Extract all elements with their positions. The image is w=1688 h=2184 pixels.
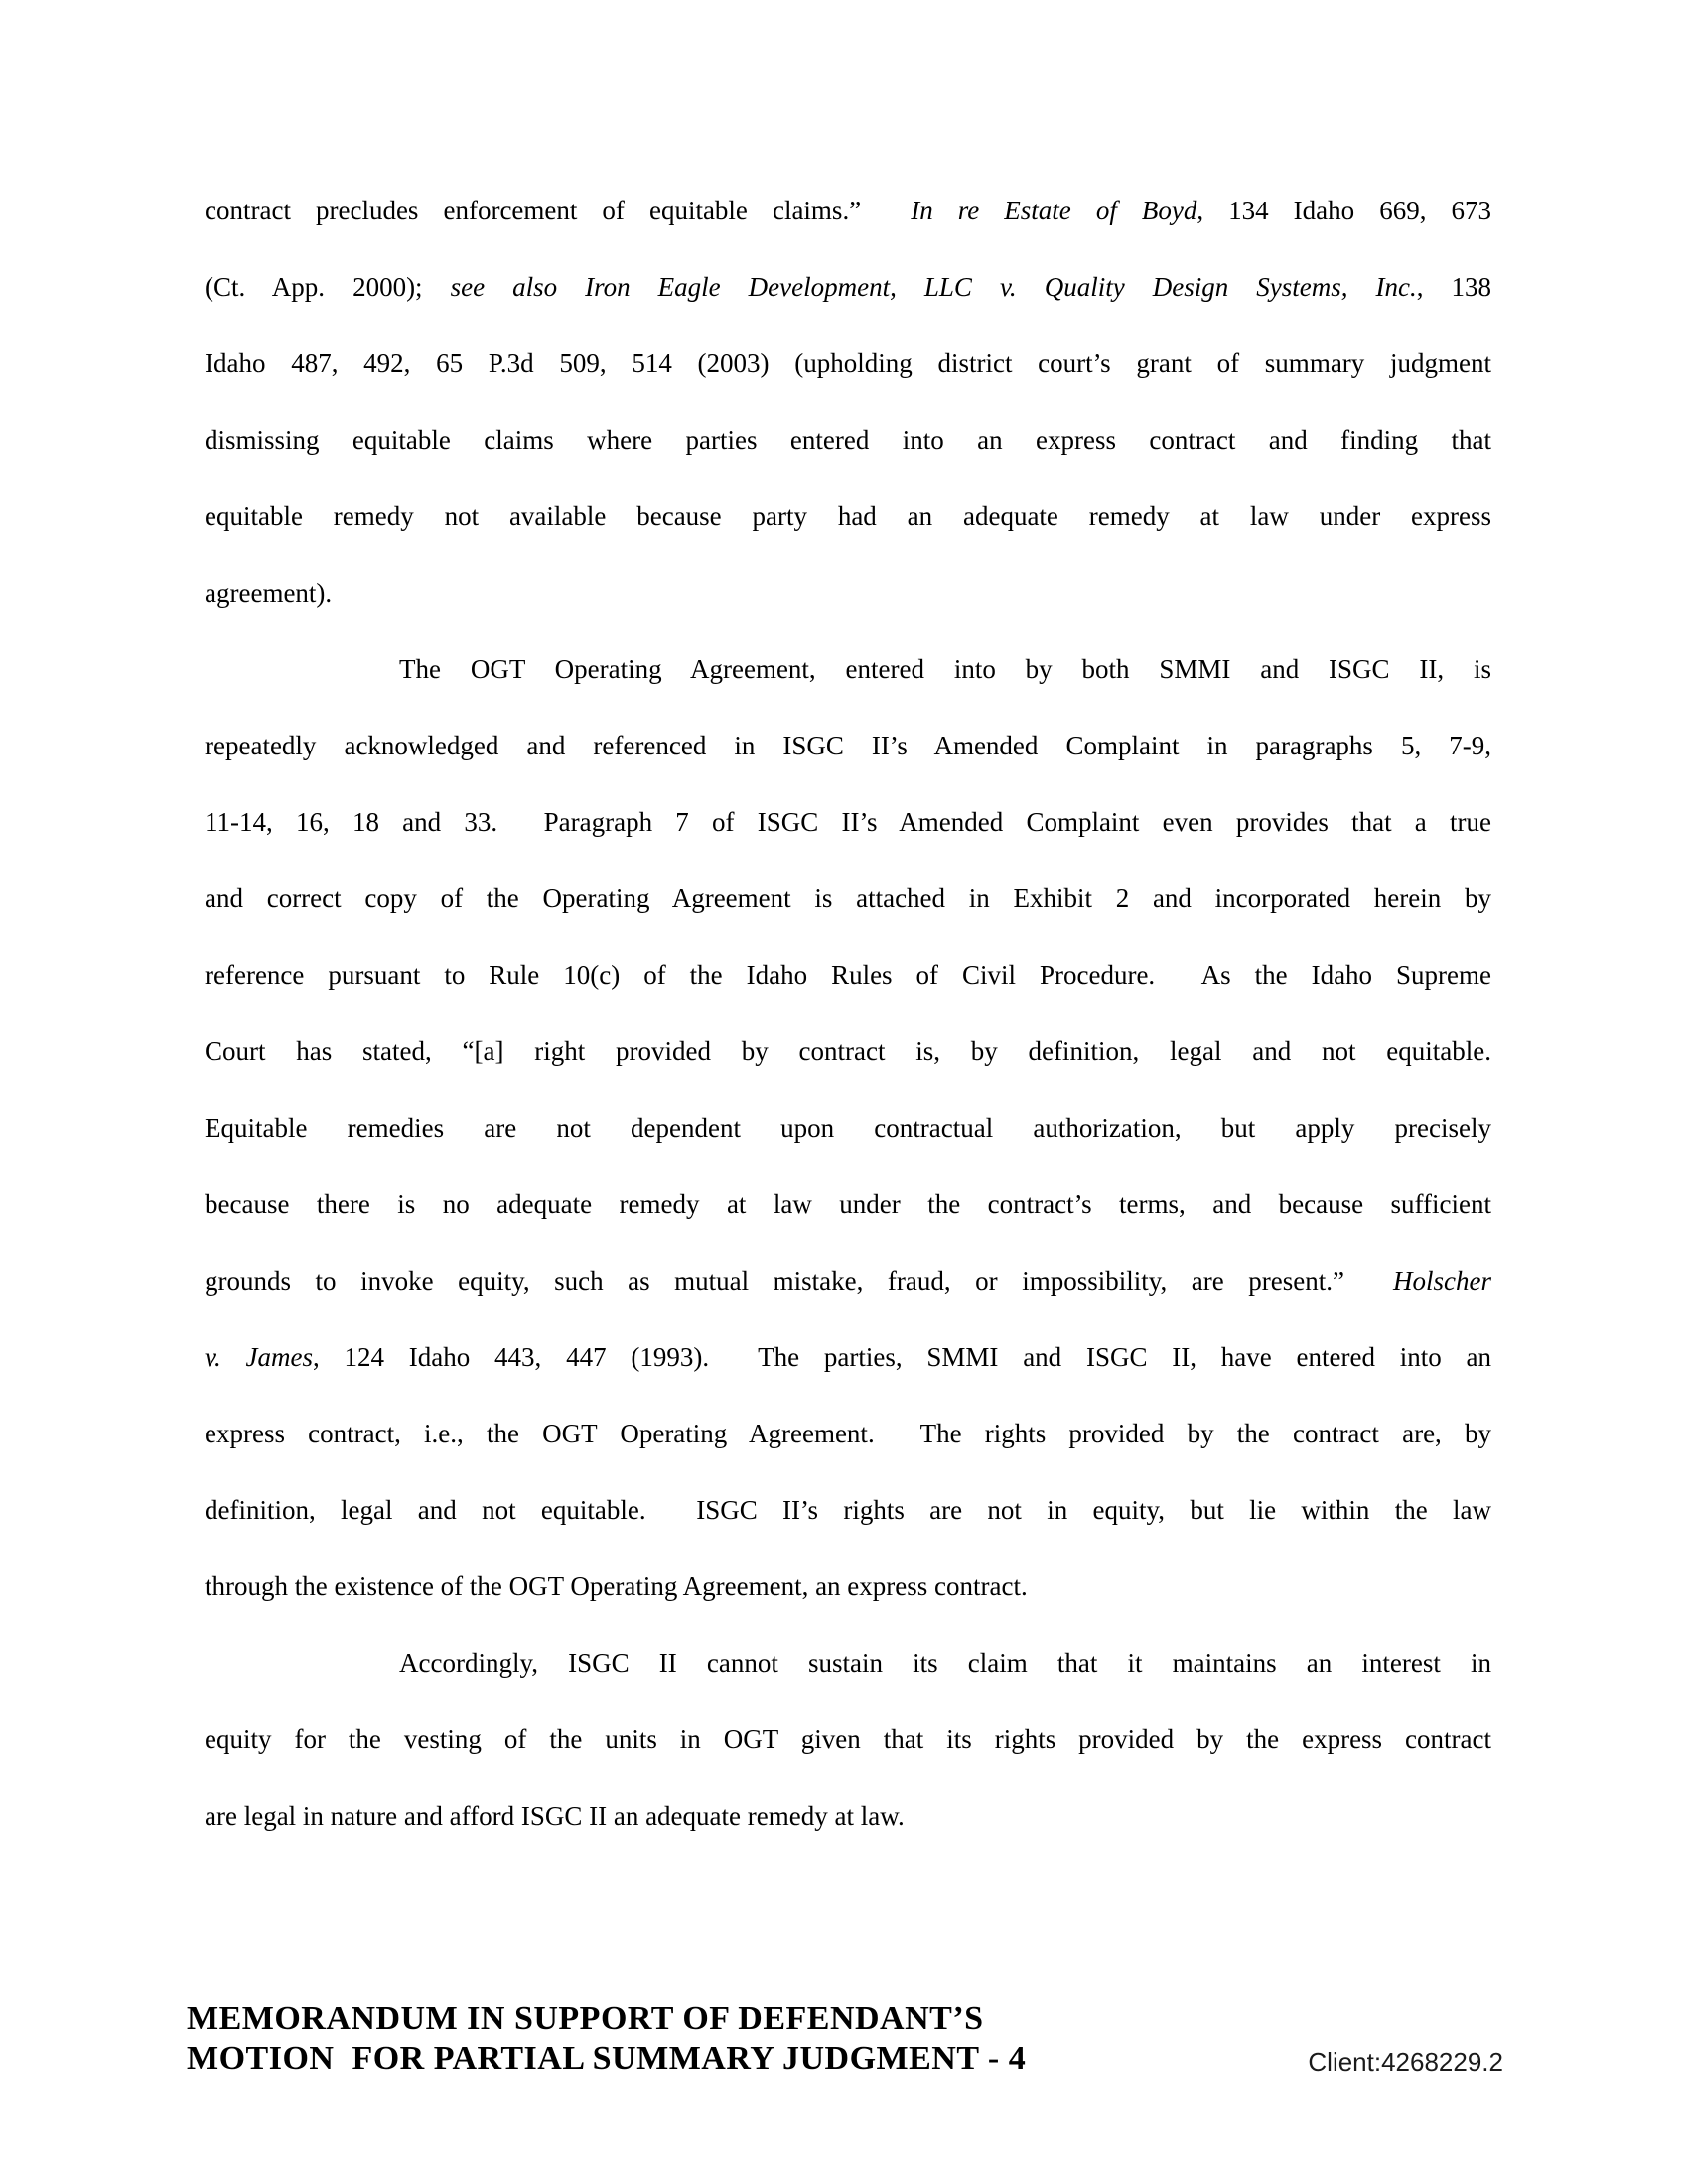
body-text: reference pursuant to Rule 10(c) of the Idaho Rules of Civil Procedure. As the Idaho Supreme <box>205 960 1491 990</box>
body-text: dismissing equitable claims where parties entered into an express contract and finding that <box>205 425 1491 455</box>
text-line <box>205 861 1491 937</box>
body-text: because there is no adequate remedy at law under the contract’s terms, and because sufficient <box>205 1189 1491 1219</box>
text-line <box>205 1090 1491 1166</box>
text-line <box>205 708 1491 784</box>
body-text: 11-14, 16, 18 and 33. Paragraph 7 of ISGC II’s Amended Complaint even provides that a true <box>205 807 1491 837</box>
text-line <box>205 1549 1491 1625</box>
text-line <box>205 1472 1491 1549</box>
text-line <box>205 1778 1491 1854</box>
body-text: Equitable remedies are not dependent upon contractual authorization, but apply precisely <box>205 1113 1491 1143</box>
body-text: , 124 Idaho 443, 447 (1993). The parties, SMMI and ISGC II, have entered into an <box>312 1342 1491 1372</box>
footer-title-line-2: MOTION FOR PARTIAL SUMMARY JUDGMENT - 4 <box>187 2040 1027 2077</box>
text-line <box>205 1396 1491 1472</box>
body-text: Accordingly, ISGC II cannot sustain its claim that it maintains an interest in <box>399 1648 1491 1678</box>
body-text: through the existence of the OGT Operating Agreement, an express contract. <box>205 1571 1028 1601</box>
text-line <box>205 1243 1491 1319</box>
body-text: grounds to invoke equity, such as mutual mistake, fraud, or impossibility, are present.” <box>205 1266 1394 1296</box>
body-text: Idaho 487, 492, 65 P.3d 509, 514 (2003) (upholding district court’s grant of summary judgment <box>205 348 1491 378</box>
memo-body <box>205 173 1491 1854</box>
body-text: Court has stated, “[a] right provided by contract is, by definition, legal and not equitable. <box>205 1036 1491 1066</box>
body-text: express contract, i.e., the OGT Operating Agreement. The rights provided by the contract are, by <box>205 1419 1491 1448</box>
body-text: are legal in nature and afford ISGC II an adequate remedy at law. <box>205 1801 905 1831</box>
body-text: definition, legal and not equitable. ISGC II’s rights are not in equity, but lie within the law <box>205 1495 1491 1525</box>
citation-text: see also Iron Eagle Development, LLC v. Quality Design Systems, Inc. <box>450 272 1417 302</box>
footer-title-line-1: MEMORANDUM IN SUPPORT OF DEFENDANT’S <box>187 2000 984 2037</box>
text-line <box>205 478 1491 555</box>
text-line <box>205 1014 1491 1090</box>
body-text: equity for the vesting of the units in OGT given that its rights provided by the express contract <box>205 1724 1491 1754</box>
body-text: (Ct. App. 2000); <box>205 272 451 302</box>
body-text: , 134 Idaho 669, 673 <box>1196 196 1491 225</box>
footer-title <box>187 1999 1279 2079</box>
body-text: equitable remedy not available because party had an adequate remedy at law under express <box>205 501 1491 531</box>
body-text: The OGT Operating Agreement, entered into by both SMMI and ISGC II, is <box>399 654 1491 684</box>
citation-text: Holscher <box>1393 1266 1491 1296</box>
text-line <box>205 937 1491 1014</box>
client-number: Client:4268229.2 <box>1308 2047 1503 2077</box>
text-line <box>205 173 1491 249</box>
body-text: and correct copy of the Operating Agreement is attached in Exhibit 2 and incorporated herein by <box>205 884 1491 913</box>
text-line <box>205 555 1491 631</box>
text-line <box>205 402 1491 478</box>
body-text: repeatedly acknowledged and referenced in ISGC II’s Amended Complaint in paragraphs 5, 7-9, <box>205 731 1491 760</box>
text-line <box>205 784 1491 861</box>
body-text: , 138 <box>1416 272 1491 302</box>
body-text: agreement). <box>205 578 333 608</box>
citation-text: v. James <box>205 1342 313 1372</box>
text-line <box>205 1702 1491 1778</box>
text-line <box>205 631 1491 708</box>
text-line <box>205 249 1491 326</box>
text-line <box>205 1166 1491 1243</box>
body-text: contract precludes enforcement of equitable claims.” <box>205 196 912 225</box>
citation-text: In re Estate of Boyd <box>911 196 1197 225</box>
text-line <box>205 1625 1491 1702</box>
text-line <box>205 326 1491 402</box>
text-line <box>205 1319 1491 1396</box>
